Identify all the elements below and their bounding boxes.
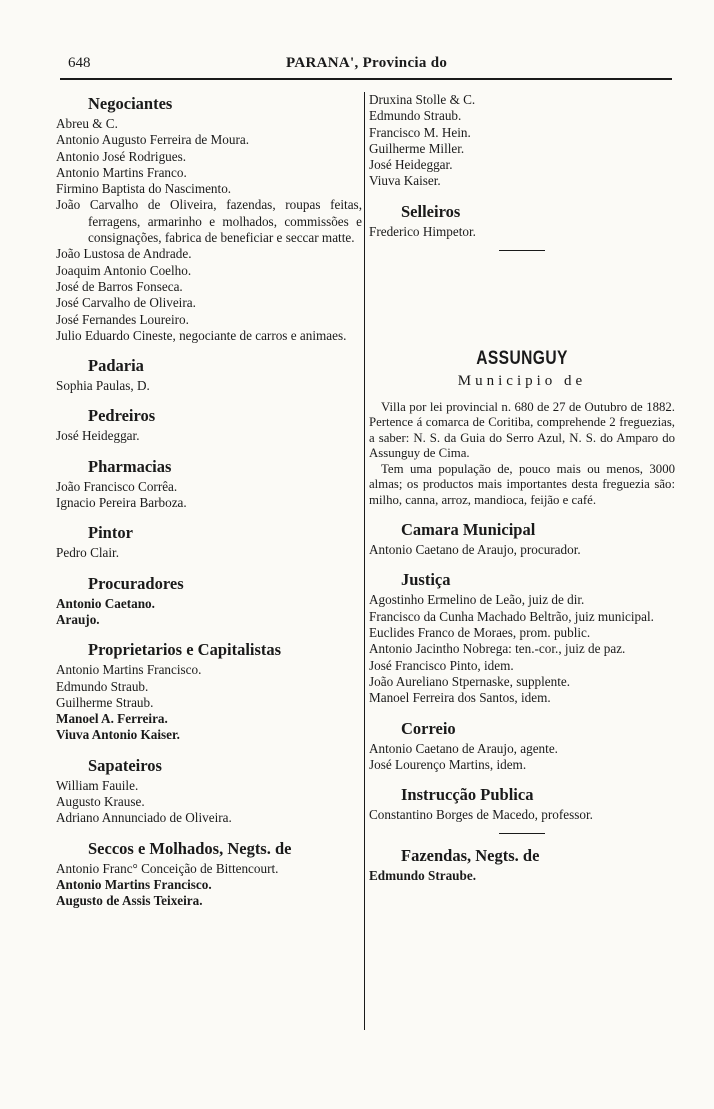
column-divider [364,92,365,1030]
section-heading: Seccos e Molhados, Negts. de [88,838,292,858]
list-item: Manoel A. Ferreira. [56,711,168,727]
list-item: Guilherme Miller. [369,140,465,156]
section-heading: Instrucção Publica [401,785,534,805]
list-item: Antonio Martins Franco. [56,164,187,180]
divider [499,250,545,251]
list-item: Agostinho Ermelino de Leão, juiz de dir. [369,592,585,608]
list-item: Antonio Jacintho Nobrega: ten.-cor., juiz de paz. [369,641,626,657]
list-item: José Lourenço Martins, idem. [369,756,527,772]
list-item: Viuva Kaiser. [369,173,441,189]
list-item: Francisco M. Hein. [369,124,471,140]
section-heading: Fazendas, Negts. de [401,846,540,866]
list-item: Edmundo Straub. [56,678,149,694]
municipality-subtitle: Municipio de [457,373,587,390]
list-item: Guilherme Straub. [56,694,154,710]
description-paragraph: Villa por lei provincial n. 680 de 27 de Outubro de 1882. Pertence á comarca de Coritiba, comprehende 2 freguezias, a saber: N. S. da Guia do Serro Azul, N. S. do Amparo do Assunguy de Cima. [369,399,675,461]
list-item: João Aureliano Stpernaske, supplente. [369,673,571,689]
list-item: Augusto Krause. [56,794,145,810]
left-column [56,92,362,910]
list-item: José Carvalho de Oliveira. [56,295,196,311]
list-item: Firmino Baptista do Nascimento. [56,181,232,197]
list-item: Manoel Ferreira dos Santos, idem. [369,690,551,706]
list-item: Augusto de Assis Teixeira. [56,893,203,909]
list-item: Antonio Martins Francisco. [56,662,202,678]
page-number: 648 [68,55,91,71]
page-header [60,52,672,74]
header-rule [60,78,672,80]
list-item: Francisco da Cunha Machado Beltrão, juiz municipal. [369,608,654,624]
divider [499,833,545,834]
list-item: Edmundo Straub. [369,108,462,124]
list-item: Antonio Caetano de Araujo, procurador. [369,542,581,558]
list-item: Antonio Caetano. [56,595,155,611]
list-item: Antonio Caetano de Araujo, agente. [369,740,558,756]
section-heading: Pintor [88,523,133,543]
list-item: José Heideggar. [369,157,453,173]
section-heading: Sapateiros [88,755,162,775]
section-heading: Padaria [88,356,144,376]
list-item: Sophia Paulas, D. [56,378,150,394]
municipality-title: ASSUNGUY [476,348,568,370]
section-heading: Negociantes [88,94,173,113]
list-item: Adriano Annunciado de Oliveira. [56,810,232,826]
section-heading: Justiça [401,570,451,590]
section-heading: Selleiros [401,201,461,221]
list-item: Viuva Antonio Kaiser. [56,727,180,743]
list-item: Antonio Augusto Ferreira de Moura. [56,132,250,148]
section-heading: Pedreiros [88,406,156,426]
list-item: José de Barros Fonseca. [56,278,183,294]
list-item: Pedro Clair. [56,545,120,561]
list-item: Druxina Stolle & C. [369,92,476,107]
list-item: Euclides Franco de Moraes, prom. public. [369,625,591,641]
list-item: Julio Eduardo Cineste, negociante de carros e animaes. [56,327,347,343]
list-item: Antonio Martins Francisco. [56,876,212,892]
running-title: PARANA', Provincia do [286,55,448,71]
list-item: João Lustosa de Andrade. [56,246,192,262]
list-item: Ignacio Pereira Barboza. [56,495,187,511]
section-heading: Pharmacias [88,456,172,476]
list-item: João Carvalho de Oliveira, fazendas, roupas feitas, ferragens, armarinho e molhados, commissões e consignações, fabrica de beneficiar e seccar matte. [56,197,362,246]
list-item: José Francisco Pinto, idem. [369,657,514,673]
list-item: Joaquim Antonio Coelho. [56,262,192,278]
list-item: Abreu & C. [56,116,118,131]
section-heading: Correio [401,718,456,738]
list-item: Antonio José Rodrigues. [56,148,187,164]
list-item: José Fernandes Loureiro. [56,311,189,327]
right-column [369,92,675,885]
list-item: João Francisco Corrêa. [56,478,178,494]
description-paragraph: Tem uma população de, pouco mais ou menos, 3000 almas; os productos mais importantes desta freguezia são: milho, canna, arroz, mandioca, feijão e café. [369,461,675,507]
list-item: Araujo. [56,611,100,627]
list-item: Frederico Himpetor. [369,223,476,239]
section-heading: Proprietarios e Capitalistas [88,640,282,660]
list-item: José Heideggar. [56,428,140,444]
list-item: Constantino Borges de Macedo, professor. [369,807,593,823]
section-heading: Camara Municipal [401,520,536,540]
list-item: Antonio Franc° Conceição de Bittencourt. [56,860,279,876]
list-item: Edmundo Straube. [369,868,477,884]
list-item: William Fauile. [56,777,139,793]
section-heading: Procuradores [88,573,184,593]
